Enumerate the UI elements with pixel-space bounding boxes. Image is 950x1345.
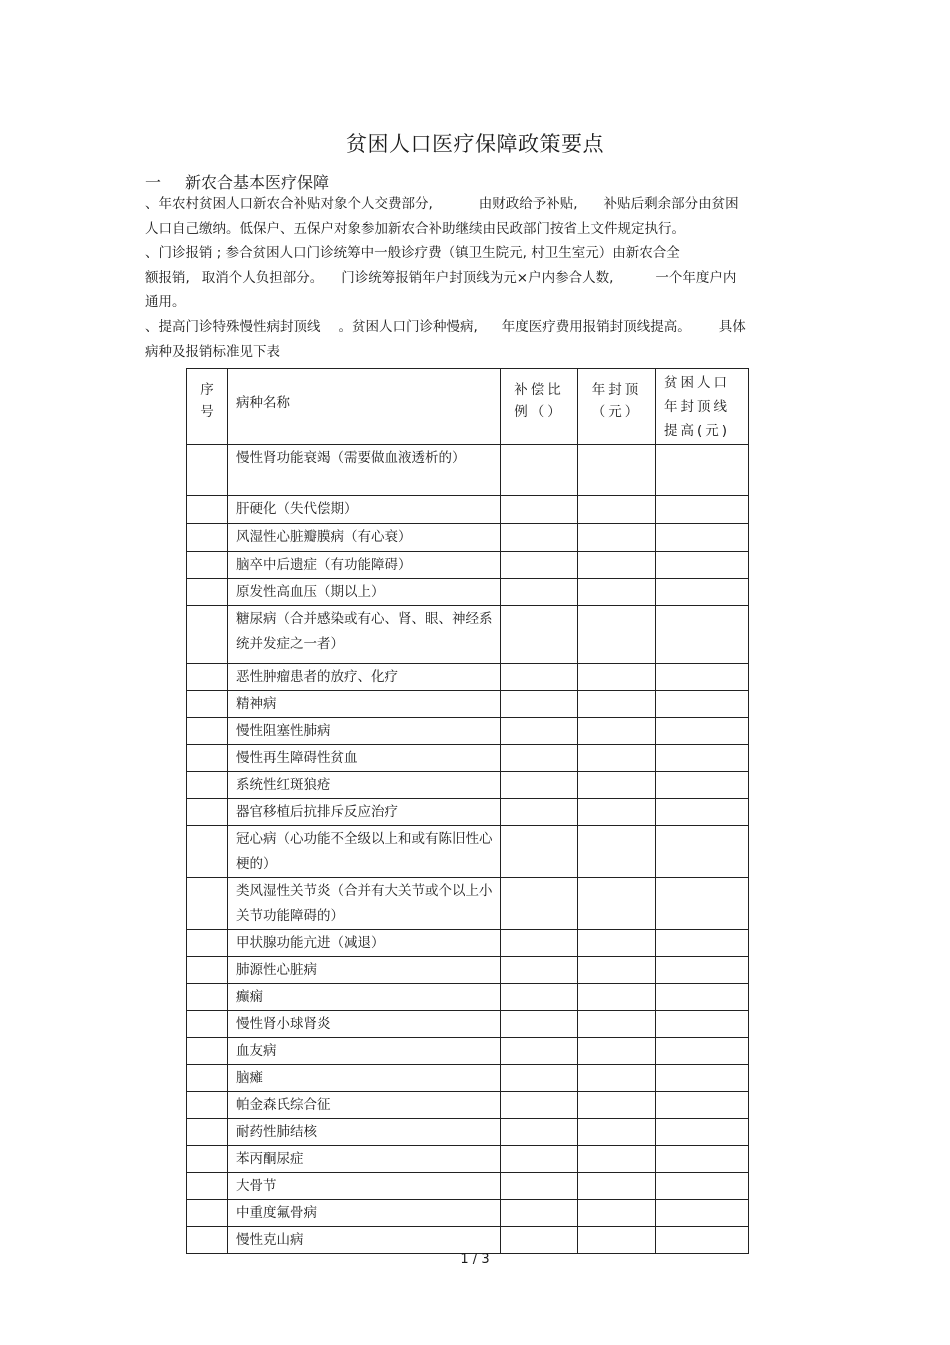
table-header-row: [187, 369, 749, 445]
cap-raise-cell: [656, 1038, 749, 1065]
annual-cap-cell: [578, 930, 656, 957]
ratio-cell: [501, 1173, 578, 1200]
disease-name-cell: 慢性克山病: [228, 1227, 501, 1254]
text-run: 、提高门诊特殊慢性病封顶线: [145, 319, 321, 335]
paragraph-line: 、门诊报销 ; 参合贫困人口门诊统筹中一般诊疗费（镇卫生院元, 村卫生室元）由新农合全: [145, 245, 680, 261]
disease-name-cell: 脑瘫: [228, 1065, 501, 1092]
ratio-cell: [501, 1065, 578, 1092]
cap-raise-cell: [656, 772, 749, 799]
disease-name-cell: 慢性再生障碍性贫血: [228, 745, 501, 772]
seq-cell: [187, 772, 228, 799]
ratio-cell: [501, 1200, 578, 1227]
ratio-cell: [501, 606, 578, 664]
disease-name-cell: 原发性高血压（期以上）: [228, 579, 501, 606]
cap-raise-cell: [656, 799, 749, 826]
seq-cell: [187, 552, 228, 579]
table-row: [187, 496, 749, 524]
text-run: 补贴后剩余部分由贫困: [603, 196, 739, 212]
cap-raise-cell: [656, 1146, 749, 1173]
disease-name-cell: 糖尿病（合并感染或有心、肾、眼、神经系统并发症之一者）: [228, 606, 501, 664]
seq-cell: [187, 664, 228, 691]
text-run: 额报销,: [145, 269, 190, 286]
annual-cap-cell: [578, 1119, 656, 1146]
seq-cell: [187, 606, 228, 664]
disease-name-cell: 系统性红斑狼疮: [228, 772, 501, 799]
annual-cap-cell: [578, 664, 656, 691]
cap-raise-cell: [656, 1092, 749, 1119]
ratio-cell: [501, 1119, 578, 1146]
paragraph-outpatient: [145, 241, 810, 315]
table-row: [187, 445, 749, 496]
disease-name-cell: 慢性肾小球肾炎: [228, 1011, 501, 1038]
ratio-cell: [501, 826, 578, 878]
table-row: [187, 1038, 749, 1065]
seq-cell: [187, 1065, 228, 1092]
table-row: [187, 1092, 749, 1119]
table-row: [187, 606, 749, 664]
annual-cap-cell: [578, 606, 656, 664]
table-row: [187, 826, 749, 878]
cap-raise-cell: [656, 691, 749, 718]
disease-name-cell: 苯丙酮尿症: [228, 1146, 501, 1173]
cap-raise-cell: [656, 1119, 749, 1146]
seq-cell: [187, 1227, 228, 1254]
cap-raise-cell: [656, 579, 749, 606]
seq-cell: [187, 1200, 228, 1227]
annual-cap-cell: [578, 878, 656, 930]
seq-cell: [187, 445, 228, 496]
table-row: [187, 691, 749, 718]
disease-name-cell: 恶性肿瘤患者的放疗、化疗: [228, 664, 501, 691]
seq-cell: [187, 1092, 228, 1119]
cap-raise-cell: [656, 745, 749, 772]
annual-cap-cell: [578, 691, 656, 718]
cap-raise-cell: [656, 878, 749, 930]
seq-cell: [187, 878, 228, 930]
ratio-cell: [501, 1227, 578, 1254]
annual-cap-cell: [578, 718, 656, 745]
ratio-cell: [501, 496, 578, 524]
cap-raise-cell: [656, 552, 749, 579]
ratio-cell: [501, 691, 578, 718]
text-run: 取消个人负担部分。: [201, 269, 324, 286]
seq-cell: [187, 930, 228, 957]
disease-table: [186, 368, 749, 1254]
disease-name-cell: 肺源性心脏病: [228, 957, 501, 984]
table-row: [187, 1119, 749, 1146]
seq-cell: [187, 524, 228, 552]
annual-cap-cell: [578, 1038, 656, 1065]
annual-cap-cell: [578, 579, 656, 606]
disease-name-cell: 中重度氟骨病: [228, 1200, 501, 1227]
text-run: 具体: [718, 319, 746, 335]
cap-raise-cell: [656, 826, 749, 878]
text-run: 门诊统筹报销年户封顶线为元×户内参合人数,: [341, 269, 614, 286]
disease-name-cell: 慢性肾功能衰竭（需要做血液透析的）: [228, 445, 501, 496]
paragraph-line: 通用。: [145, 294, 186, 310]
paragraph-line: [145, 315, 810, 340]
cap-raise-cell: [656, 718, 749, 745]
disease-name-cell: 精神病: [228, 691, 501, 718]
annual-cap-cell: [578, 1146, 656, 1173]
annual-cap-cell: [578, 745, 656, 772]
ratio-cell: [501, 772, 578, 799]
table-row: [187, 1227, 749, 1254]
seq-cell: [187, 1173, 228, 1200]
ratio-cell: [501, 745, 578, 772]
table-body: [187, 445, 749, 1254]
disease-name-cell: 耐药性肺结核: [228, 1119, 501, 1146]
table-row: [187, 745, 749, 772]
paragraph-line: [145, 192, 810, 217]
ratio-cell: [501, 1092, 578, 1119]
header-ratio: 补偿比 例（）: [501, 369, 578, 445]
ratio-cell: [501, 524, 578, 552]
disease-name-cell: 血友病: [228, 1038, 501, 1065]
seq-cell: [187, 1119, 228, 1146]
section-number: 一: [145, 173, 162, 192]
seq-cell: [187, 1038, 228, 1065]
table-row: [187, 772, 749, 799]
text-run: 。贫困人口门诊种慢病,: [338, 319, 478, 335]
table-row: [187, 799, 749, 826]
paragraph-line: 病种及报销标准见下表: [145, 343, 280, 360]
ratio-cell: [501, 799, 578, 826]
text-run: 年度医疗费用报销封顶线提高。: [501, 319, 691, 335]
annual-cap-cell: [578, 799, 656, 826]
disease-name-cell: 大骨节: [228, 1173, 501, 1200]
table-row: [187, 930, 749, 957]
disease-name-cell: 癫痫: [228, 984, 501, 1011]
disease-name-cell: 慢性阻塞性肺病: [228, 718, 501, 745]
annual-cap-cell: [578, 1227, 656, 1254]
disease-name-cell: 帕金森氏综合征: [228, 1092, 501, 1119]
seq-cell: [187, 496, 228, 524]
paragraph-line: [145, 266, 810, 291]
table-row: [187, 1146, 749, 1173]
table-row: [187, 878, 749, 930]
header-cap-raise: 贫困人口 年封顶线 提高(元): [656, 369, 749, 445]
annual-cap-cell: [578, 984, 656, 1011]
paragraph-line: 人口自己缴纳。低保户、五保户对象参加新农合补助继续由民政部门按省上文件规定执行。: [145, 220, 685, 237]
seq-cell: [187, 718, 228, 745]
seq-cell: [187, 691, 228, 718]
header-disease-name: 病种名称: [228, 369, 501, 445]
annual-cap-cell: [578, 1092, 656, 1119]
table-row: [187, 1173, 749, 1200]
disease-name-cell: 器官移植后抗排斥反应治疗: [228, 799, 501, 826]
text-run: 由财政给予补贴,: [478, 196, 578, 212]
seq-cell: [187, 957, 228, 984]
ratio-cell: [501, 664, 578, 691]
table-row: [187, 664, 749, 691]
seq-cell: [187, 826, 228, 878]
cap-raise-cell: [656, 1065, 749, 1092]
ratio-cell: [501, 984, 578, 1011]
paragraph-subsidy: [145, 192, 810, 241]
seq-cell: [187, 1146, 228, 1173]
seq-cell: [187, 799, 228, 826]
ratio-cell: [501, 445, 578, 496]
disease-name-cell: 类风湿性关节炎（合并有大关节或个以上小关节功能障碍的）: [228, 878, 501, 930]
text-run: 一个年度户内: [655, 269, 737, 286]
ratio-cell: [501, 579, 578, 606]
header-annual-cap: 年封顶 （元）: [578, 369, 656, 445]
cap-raise-cell: [656, 1227, 749, 1254]
text-run: 、年农村贫困人口新农合补贴对象个人交费部分,: [145, 196, 433, 212]
cap-raise-cell: [656, 664, 749, 691]
page-title: 贫困人口医疗保障政策要点: [346, 132, 604, 156]
disease-name-cell: 脑卒中后遗症（有功能障碍）: [228, 552, 501, 579]
section-label: 新农合基本医疗保障: [185, 173, 330, 192]
ratio-cell: [501, 1146, 578, 1173]
annual-cap-cell: [578, 1173, 656, 1200]
table-row: [187, 957, 749, 984]
annual-cap-cell: [578, 826, 656, 878]
annual-cap-cell: [578, 552, 656, 579]
header-seq: 序 号: [187, 369, 228, 445]
seq-cell: [187, 579, 228, 606]
disease-name-cell: 肝硬化（失代偿期）: [228, 496, 501, 524]
cap-raise-cell: [656, 524, 749, 552]
table-row: [187, 552, 749, 579]
annual-cap-cell: [578, 1065, 656, 1092]
table-row: [187, 984, 749, 1011]
seq-cell: [187, 745, 228, 772]
ratio-cell: [501, 878, 578, 930]
ratio-cell: [501, 552, 578, 579]
page-number: 1 / 3: [460, 1252, 490, 1267]
cap-raise-cell: [656, 606, 749, 664]
table-row: [187, 1200, 749, 1227]
ratio-cell: [501, 957, 578, 984]
annual-cap-cell: [578, 524, 656, 552]
ratio-cell: [501, 1038, 578, 1065]
ratio-cell: [501, 1011, 578, 1038]
seq-cell: [187, 1011, 228, 1038]
table-row: [187, 579, 749, 606]
annual-cap-cell: [578, 957, 656, 984]
seq-cell: [187, 984, 228, 1011]
cap-raise-cell: [656, 1200, 749, 1227]
disease-name-cell: 冠心病（心功能不全级以上和或有陈旧性心梗的）: [228, 826, 501, 878]
annual-cap-cell: [578, 1011, 656, 1038]
table-row: [187, 524, 749, 552]
paragraph-chronic: [145, 315, 810, 364]
cap-raise-cell: [656, 984, 749, 1011]
cap-raise-cell: [656, 496, 749, 524]
cap-raise-cell: [656, 957, 749, 984]
disease-name-cell: 风湿性心脏瓣膜病（有心衰）: [228, 524, 501, 552]
ratio-cell: [501, 718, 578, 745]
table-row: [187, 718, 749, 745]
cap-raise-cell: [656, 445, 749, 496]
annual-cap-cell: [578, 772, 656, 799]
disease-name-cell: 甲状腺功能亢进（减退）: [228, 930, 501, 957]
annual-cap-cell: [578, 445, 656, 496]
cap-raise-cell: [656, 930, 749, 957]
section-heading: [145, 170, 329, 193]
annual-cap-cell: [578, 496, 656, 524]
table-row: [187, 1011, 749, 1038]
cap-raise-cell: [656, 1011, 749, 1038]
ratio-cell: [501, 930, 578, 957]
table-row: [187, 1065, 749, 1092]
cap-raise-cell: [656, 1173, 749, 1200]
annual-cap-cell: [578, 1200, 656, 1227]
